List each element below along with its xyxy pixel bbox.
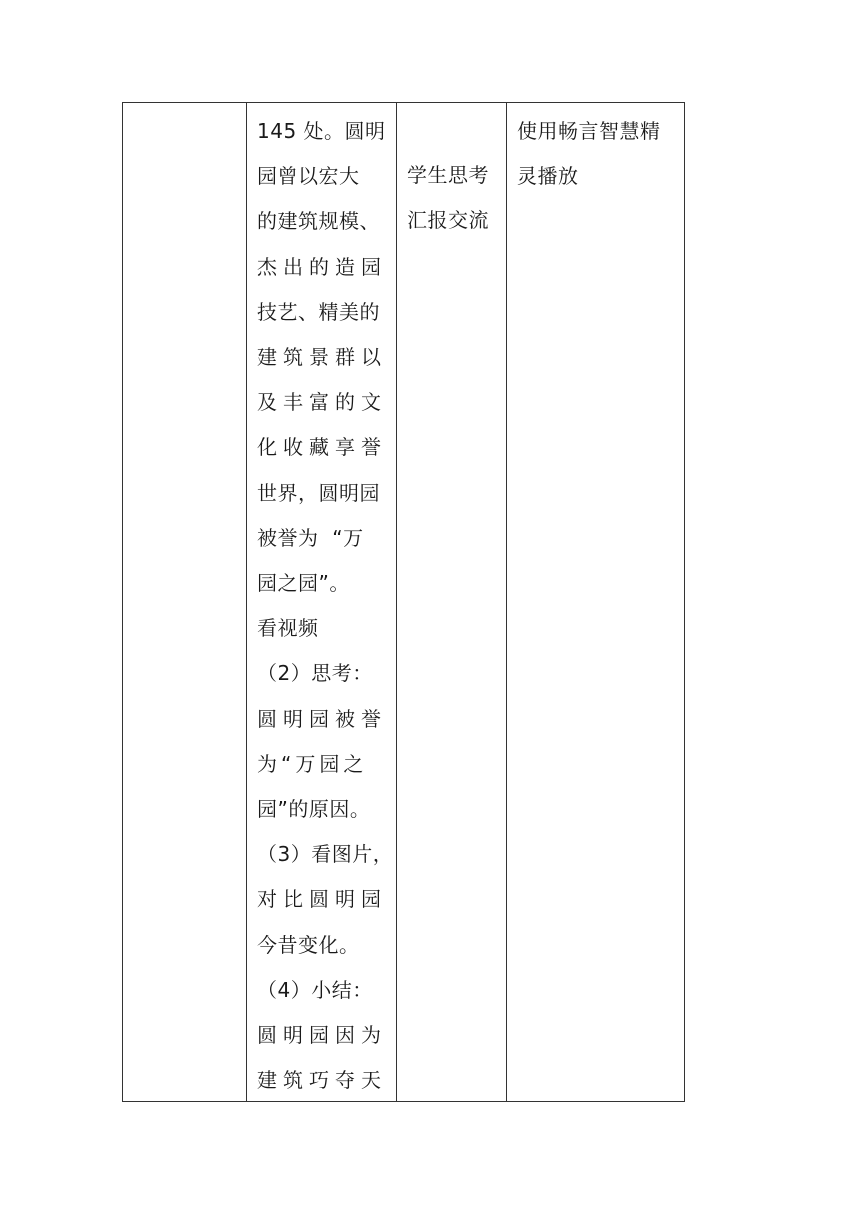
empty-cell xyxy=(123,103,246,1101)
student-line: 学生思考 xyxy=(407,163,489,187)
content-line: 园”的原因。 xyxy=(257,797,371,822)
teaching-content-cell xyxy=(247,103,397,1101)
content-line: （4）小结： xyxy=(257,977,373,1002)
content-line: 杰出的造园 xyxy=(257,254,387,279)
tech-line: 使用畅言智慧精 xyxy=(517,119,661,143)
content-line: 看视频 xyxy=(257,616,319,641)
content-line: 为“万园之 xyxy=(257,751,368,776)
content-line: 的建筑规模、 xyxy=(257,209,380,234)
content-line: 对比圆明园 xyxy=(257,887,387,912)
content-line: 建筑景群以 xyxy=(257,345,387,370)
content-line: 园之园”。 xyxy=(257,571,350,596)
content-line: 及丰富的文 xyxy=(257,390,387,415)
content-line: 世界，圆明园 xyxy=(257,480,380,505)
content-line: （3）看图片， xyxy=(257,842,394,867)
content-line: 圆明园因为 xyxy=(257,1023,387,1048)
content-line: （2）思考： xyxy=(257,661,373,686)
content-line: 建筑巧夺天 xyxy=(257,1068,387,1093)
tech-usage-cell xyxy=(507,103,685,1101)
content-line: 圆明园被誉 xyxy=(257,706,387,731)
content-line: 今昔变化。 xyxy=(257,932,360,957)
content-line: 被誉为 “万 xyxy=(257,525,364,550)
content-line: 园曾以宏大 xyxy=(257,164,360,189)
content-line: 化收藏享誉 xyxy=(257,435,387,460)
tech-line: 灵播放 xyxy=(517,164,579,189)
content-line: 145 处。圆明 xyxy=(257,119,386,143)
lesson-table xyxy=(122,102,685,1102)
content-line: 技艺、精美的 xyxy=(257,299,380,324)
student-line: 汇报交流 xyxy=(407,208,489,233)
student-activity-cell xyxy=(397,103,507,1101)
